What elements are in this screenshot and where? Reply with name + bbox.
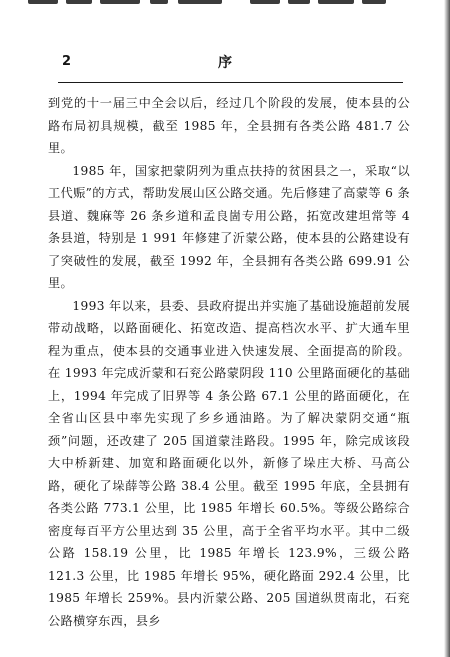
running-head: [0, 52, 450, 78]
paragraph-1993: 1993 年以来，县委、县政府提出并实施了基础设施超前发展带动战略，以路面硬化、拓宽改造、提高档次水平、扩大通车里程为重点，使本县的交通事业进入快速发展、全面提高的阶段。在 1993 年完成沂蒙和石兖公路蒙阴段 110 公里路面硬化的基础上，1994 年完成了旧界等 4 条公路 67.1 公里的路面硬化，在全省山区县中率先实现了乡乡通油路。为了解决蒙阴交通“瓶颈”问题，还改建了 205 国道蒙洼路段。1995 年，除完成该段大中桥新建、加宽和路面硬化以外，新修了垛庄大桥、马高公路，硬化了垛薛等公路 38.4 公里。截至 1995 年底，全县拥有各类公路 773.1 公里，比 1985 年增长 60.5%。等级公路综合密度每百平方公里达到 35 公里，高于全省平均水平。其中二级公路 158.19 公里，比 1985 年增长 123.9%，三级公路 121.3 公里，比 1985 年增长 95%，硬化路面 292.4 公里，比 1985 年增长 259%。县内沂蒙公路、205 国道纵贯南北，石兖公路横穿东西，县乡: [48, 298, 410, 628]
paragraph-continued: 到党的十一届三中全会以后，经过几个阶段的发展，使本县的公路布局初具规模，截至 1985 年，全县拥有各类公路 481.7 公里。: [48, 96, 410, 155]
page-edge-shadow: [444, 0, 450, 657]
page-number: 2: [62, 54, 72, 69]
body-text: [48, 92, 410, 632]
previous-page-bleed: [0, 0, 450, 14]
paragraph-1985: 1985 年，国家把蒙阴列为重点扶持的贫困县之一，采取“以工代赈”的方式，帮助发展山区公路交通。先后修建了高蒙等 6 条县道、魏麻等 26 条乡道和孟良崮专用公路，拓宽改建坦常等 4 条县道，特别是 1 991 年修建了沂蒙公路，使本县的公路建设有了突破性的发展，截至 1992 年，全县拥有各类公路 699.91 公里。: [48, 163, 410, 290]
header-rule: [58, 82, 403, 83]
section-title: 序: [218, 55, 232, 71]
